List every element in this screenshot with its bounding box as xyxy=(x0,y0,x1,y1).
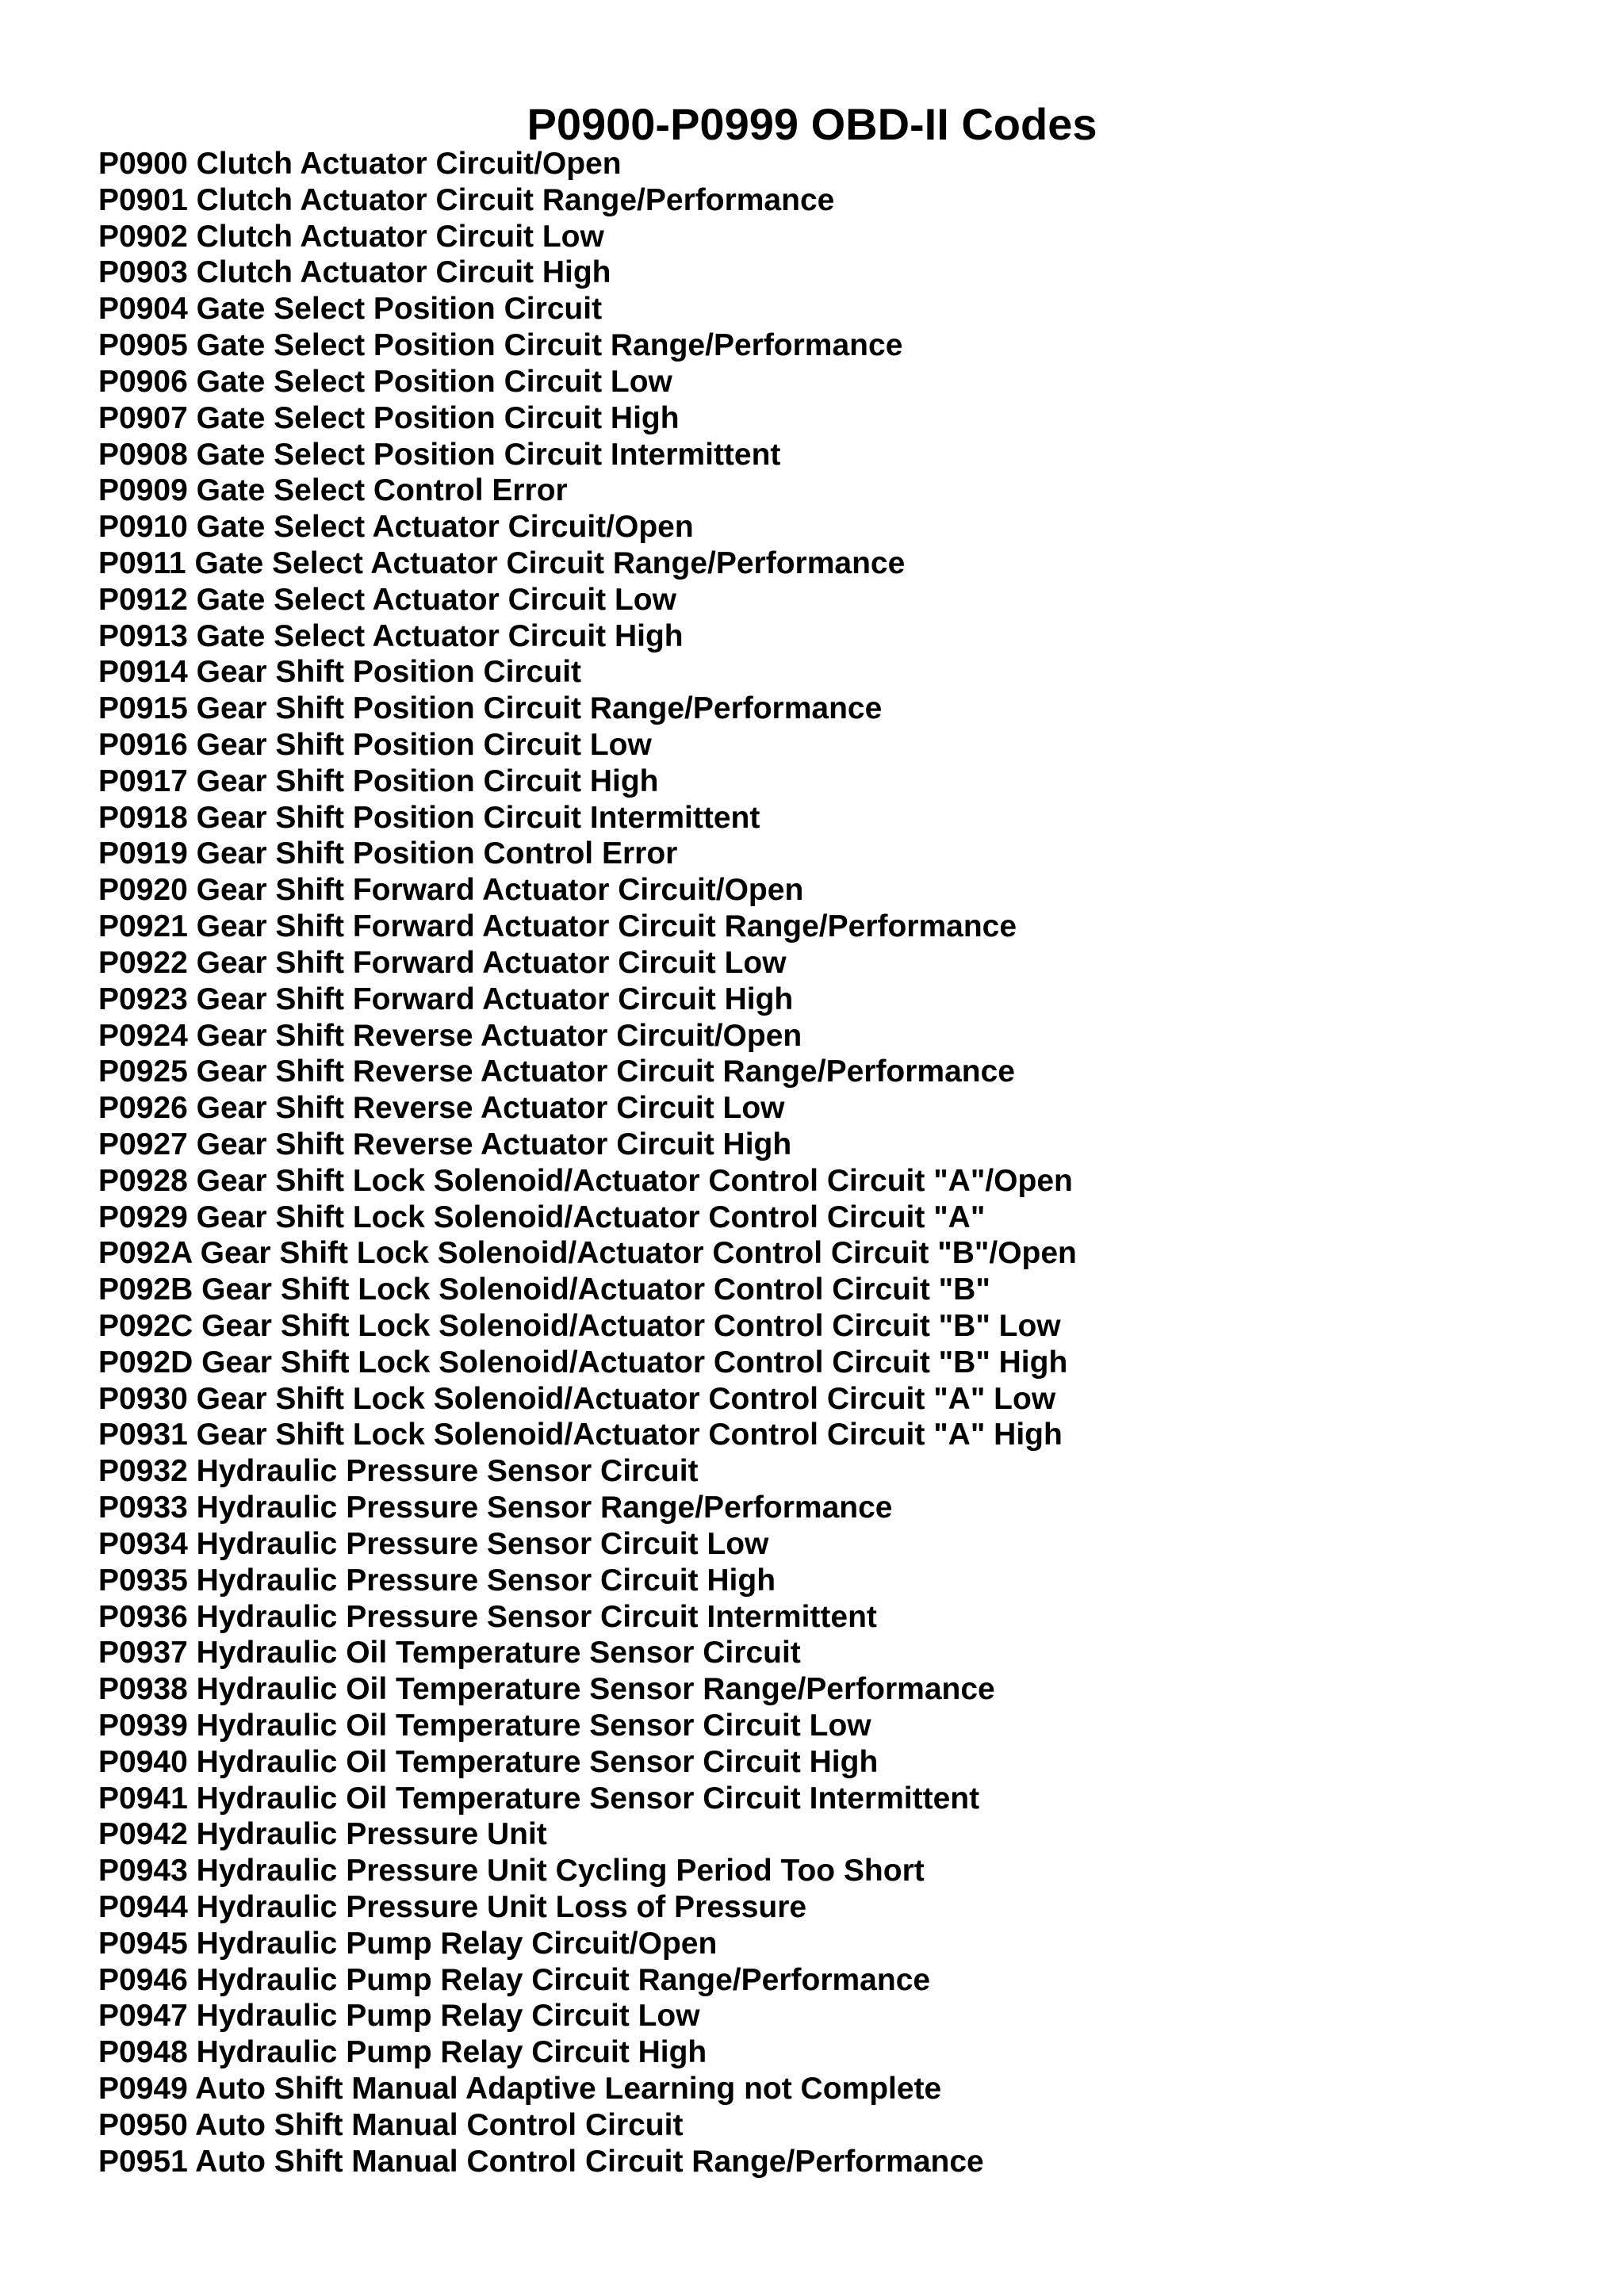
code-description: Gate Select Actuator Circuit Range/Performance xyxy=(194,545,906,580)
code-id: P0914 xyxy=(98,655,188,690)
code-id: P0915 xyxy=(98,691,188,726)
code-description: Gear Shift Position Circuit High xyxy=(196,763,659,798)
code-description: Gear Shift Forward Actuator Circuit Range/Performance xyxy=(196,909,1017,944)
code-id: P0910 xyxy=(98,510,188,545)
code-id: P0913 xyxy=(98,618,188,653)
code-id: P0905 xyxy=(98,328,188,363)
code-id: P0920 xyxy=(98,873,188,908)
code-description: Gear Shift Forward Actuator Circuit/Open xyxy=(196,873,804,908)
code-id: P0931 xyxy=(98,1418,188,1452)
code-description: Gate Select Position Circuit xyxy=(196,292,603,327)
code-description: Gate Select Actuator Circuit/Open xyxy=(196,510,694,545)
code-description: Gate Select Position Circuit Range/Performance xyxy=(196,328,903,363)
list-item xyxy=(98,2107,1077,2144)
list-item xyxy=(98,2034,1077,2071)
code-description: Hydraulic Pressure Sensor Range/Performance xyxy=(196,1490,893,1525)
code-description: Clutch Actuator Circuit High xyxy=(196,255,611,290)
code-id: P092D xyxy=(98,1345,193,1380)
list-item xyxy=(98,1417,1077,1453)
code-id: P0912 xyxy=(98,582,188,617)
list-item xyxy=(98,219,1077,255)
list-item xyxy=(98,1708,1077,1744)
code-description: Gate Select Position Circuit Low xyxy=(196,364,672,399)
list-item xyxy=(98,437,1077,473)
code-description: Gear Shift Lock Solenoid/Actuator Control Circuit "B" High xyxy=(201,1345,1068,1380)
code-description: Clutch Actuator Circuit Low xyxy=(196,219,604,254)
code-id: P0904 xyxy=(98,292,188,327)
list-item xyxy=(98,1671,1077,1708)
code-description: Gate Select Actuator Circuit Low xyxy=(196,582,676,617)
code-description: Hydraulic Pump Relay Circuit/Open xyxy=(196,1926,718,1961)
code-description: Hydraulic Oil Temperature Sensor Circuit xyxy=(196,1636,801,1670)
list-item xyxy=(98,1781,1077,1817)
code-description: Auto Shift Manual Control Circuit xyxy=(195,2107,684,2142)
list-item xyxy=(98,545,1077,582)
code-description: Hydraulic Oil Temperature Sensor Circuit High xyxy=(196,1744,879,1779)
code-id: P0940 xyxy=(98,1744,188,1779)
page-title: P0900-P0999 OBD-II Codes xyxy=(527,99,1097,149)
code-description: Gear Shift Position Circuit Low xyxy=(196,728,652,762)
list-item xyxy=(98,1526,1077,1563)
list-item xyxy=(98,1200,1077,1236)
list-item xyxy=(98,1490,1077,1526)
list-item xyxy=(98,1090,1077,1127)
code-description: Gear Shift Lock Solenoid/Actuator Control Circuit "A" High xyxy=(196,1418,1063,1452)
code-description: Gear Shift Reverse Actuator Circuit Low xyxy=(196,1091,785,1126)
list-item xyxy=(98,1235,1077,1272)
code-id: P0906 xyxy=(98,364,188,399)
code-description: Gate Select Control Error xyxy=(196,473,568,508)
code-id: P0903 xyxy=(98,255,188,290)
code-id: P0918 xyxy=(98,800,188,835)
code-description: Auto Shift Manual Adaptive Learning not Complete xyxy=(195,2072,942,2107)
code-description: Hydraulic Oil Temperature Sensor Range/Performance xyxy=(196,1672,995,1707)
code-id: P0943 xyxy=(98,1854,188,1888)
code-description: Gear Shift Lock Solenoid/Actuator Control Circuit "A"/Open xyxy=(196,1163,1073,1198)
list-item xyxy=(98,909,1077,945)
code-id: P092C xyxy=(98,1309,193,1343)
code-id: P0941 xyxy=(98,1781,188,1816)
code-description: Hydraulic Pressure Unit Loss of Pressure xyxy=(196,1890,807,1924)
code-id: P0916 xyxy=(98,728,188,762)
code-description: Gear Shift Lock Solenoid/Actuator Control Circuit "B" Low xyxy=(201,1309,1061,1343)
list-item xyxy=(98,654,1077,691)
code-description: Gear Shift Forward Actuator Circuit Low xyxy=(196,945,787,980)
code-id: P0922 xyxy=(98,945,188,980)
code-id: P0921 xyxy=(98,909,188,944)
code-description: Hydraulic Pressure Sensor Circuit Intermittent xyxy=(196,1599,877,1634)
code-description: Gear Shift Lock Solenoid/Actuator Control Circuit "A" xyxy=(196,1200,986,1234)
list-item xyxy=(98,291,1077,327)
list-item xyxy=(98,618,1077,655)
list-item xyxy=(98,327,1077,364)
code-id: P0909 xyxy=(98,473,188,508)
code-id: P092A xyxy=(98,1236,192,1271)
code-id: P0919 xyxy=(98,836,188,871)
list-item xyxy=(98,582,1077,618)
code-description: Clutch Actuator Circuit/Open xyxy=(196,147,622,181)
list-item xyxy=(98,1926,1077,1962)
list-item xyxy=(98,1744,1077,1781)
code-description: Gear Shift Lock Solenoid/Actuator Control Circuit "B" xyxy=(201,1272,990,1307)
code-id: P0942 xyxy=(98,1817,188,1852)
code-description: Gear Shift Forward Actuator Circuit High xyxy=(196,982,794,1016)
list-item xyxy=(98,872,1077,909)
code-id: P0946 xyxy=(98,1962,188,1997)
code-id: P0951 xyxy=(98,2144,188,2179)
code-id: P0928 xyxy=(98,1163,188,1198)
list-item xyxy=(98,2144,1077,2180)
list-item xyxy=(98,1599,1077,1636)
code-description: Clutch Actuator Circuit Range/Performance xyxy=(196,182,835,217)
list-item xyxy=(98,1889,1077,1926)
code-description: Gear Shift Position Circuit xyxy=(196,655,582,690)
code-description: Gear Shift Reverse Actuator Circuit/Open xyxy=(196,1018,802,1053)
code-description: Hydraulic Pump Relay Circuit Range/Performance xyxy=(196,1962,931,1997)
code-id: P0926 xyxy=(98,1091,188,1126)
code-id: P0939 xyxy=(98,1708,188,1743)
code-description: Hydraulic Oil Temperature Sensor Circuit Intermittent xyxy=(196,1781,980,1816)
code-id: P0934 xyxy=(98,1526,188,1561)
code-id: P0947 xyxy=(98,1999,188,2034)
list-item xyxy=(98,1962,1077,1999)
code-id: P0902 xyxy=(98,219,188,254)
list-item xyxy=(98,364,1077,400)
code-id: P0901 xyxy=(98,182,188,217)
code-id: P0944 xyxy=(98,1890,188,1924)
code-id: P0925 xyxy=(98,1054,188,1089)
list-item xyxy=(98,182,1077,219)
code-id: P0900 xyxy=(98,147,188,181)
list-item xyxy=(98,945,1077,982)
code-id: P0932 xyxy=(98,1454,188,1489)
code-description: Hydraulic Pressure Sensor Circuit Low xyxy=(196,1526,769,1561)
code-id: P0929 xyxy=(98,1200,188,1234)
list-item xyxy=(98,1635,1077,1671)
code-id: P0907 xyxy=(98,400,188,435)
code-description: Hydraulic Pump Relay Circuit Low xyxy=(196,1999,700,2034)
code-description: Gear Shift Position Control Error xyxy=(196,836,678,871)
code-description: Gear Shift Reverse Actuator Circuit Range/Performance xyxy=(196,1054,1016,1089)
code-description: Hydraulic Pressure Unit xyxy=(196,1817,547,1852)
list-item xyxy=(98,1272,1077,1308)
code-description: Auto Shift Manual Control Circuit Range/Performance xyxy=(195,2144,984,2179)
code-id: P0923 xyxy=(98,982,188,1016)
list-item xyxy=(98,400,1077,437)
list-item xyxy=(98,2071,1077,2107)
code-id: P0937 xyxy=(98,1636,188,1670)
list-item xyxy=(98,1853,1077,1889)
code-description: Gate Select Actuator Circuit High xyxy=(196,618,684,653)
code-id: P0917 xyxy=(98,763,188,798)
list-item xyxy=(98,1163,1077,1200)
code-description: Gear Shift Lock Solenoid/Actuator Control Circuit "B"/Open xyxy=(200,1236,1077,1271)
code-id: P0948 xyxy=(98,2035,188,2070)
list-item xyxy=(98,146,1077,182)
code-id: P0927 xyxy=(98,1127,188,1161)
list-item xyxy=(98,800,1077,836)
list-item xyxy=(98,727,1077,763)
code-id: P0911 xyxy=(98,545,186,580)
code-description: Gear Shift Reverse Actuator Circuit High xyxy=(196,1127,792,1161)
code-description: Hydraulic Oil Temperature Sensor Circuit Low xyxy=(196,1708,871,1743)
code-id: P0950 xyxy=(98,2107,188,2142)
list-item xyxy=(98,254,1077,291)
list-item xyxy=(98,1381,1077,1418)
list-item xyxy=(98,1453,1077,1490)
code-description: Gate Select Position Circuit High xyxy=(196,400,680,435)
code-id: P0924 xyxy=(98,1018,188,1053)
code-id: P0908 xyxy=(98,437,188,472)
list-item xyxy=(98,763,1077,800)
code-id: P0938 xyxy=(98,1672,188,1707)
list-item xyxy=(98,1054,1077,1090)
list-item xyxy=(98,1308,1077,1345)
list-item xyxy=(98,1998,1077,2034)
list-item xyxy=(98,1018,1077,1054)
list-item xyxy=(98,1345,1077,1381)
code-id: P0949 xyxy=(98,2072,188,2107)
list-item xyxy=(98,509,1077,545)
list-item xyxy=(98,982,1077,1018)
list-item xyxy=(98,836,1077,872)
code-description: Gear Shift Position Circuit Range/Performance xyxy=(196,691,883,726)
code-description: Hydraulic Pressure Sensor Circuit xyxy=(196,1454,699,1489)
code-id: P0945 xyxy=(98,1926,188,1961)
list-item xyxy=(98,1816,1077,1853)
code-description: Gear Shift Lock Solenoid/Actuator Control Circuit "A" Low xyxy=(196,1381,1056,1416)
code-id: P092B xyxy=(98,1272,193,1307)
code-description: Hydraulic Pump Relay Circuit High xyxy=(196,2035,707,2070)
code-description: Hydraulic Pressure Sensor Circuit High xyxy=(196,1563,776,1598)
code-id: P0930 xyxy=(98,1381,188,1416)
list-item xyxy=(98,473,1077,509)
code-description: Hydraulic Pressure Unit Cycling Period Too Short xyxy=(196,1854,925,1888)
code-id: P0936 xyxy=(98,1599,188,1634)
list-item xyxy=(98,1127,1077,1163)
code-description: Gear Shift Position Circuit Intermittent xyxy=(196,800,760,835)
list-item xyxy=(98,1563,1077,1599)
code-description: Gate Select Position Circuit Intermittent xyxy=(196,437,781,472)
code-id: P0933 xyxy=(98,1490,188,1525)
list-item xyxy=(98,691,1077,727)
code-list xyxy=(98,146,1077,2180)
code-id: P0935 xyxy=(98,1563,188,1598)
